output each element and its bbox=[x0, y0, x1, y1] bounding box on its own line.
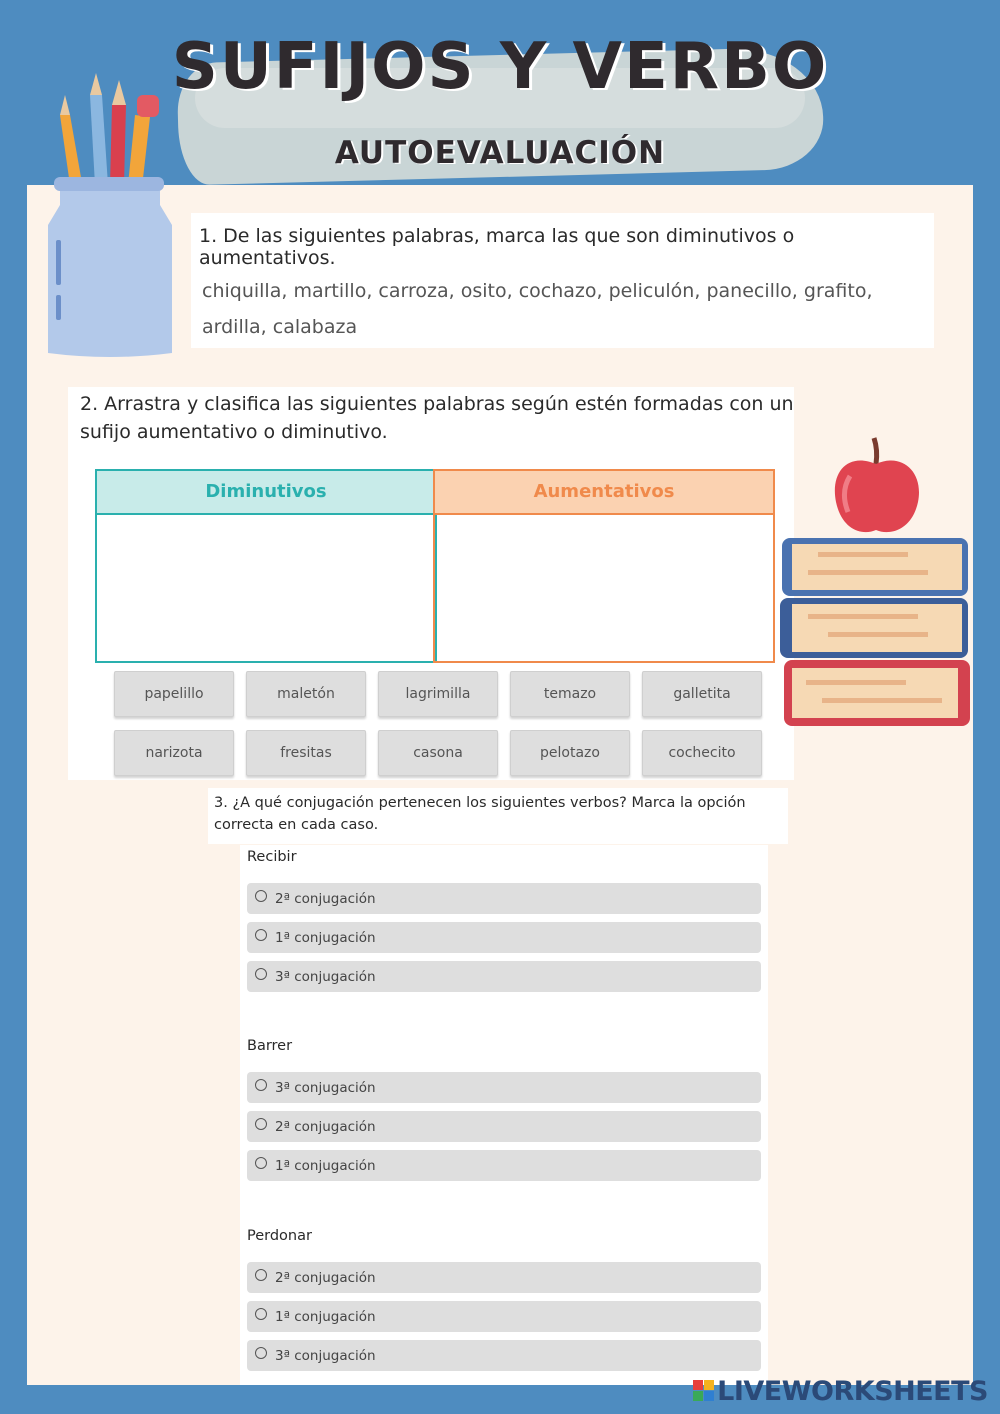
question-3-card bbox=[240, 845, 768, 1385]
option-label: 2ª conjugación bbox=[275, 1270, 376, 1286]
liveworksheets-logo[interactable] bbox=[693, 1376, 988, 1407]
word-option[interactable]: panecillo bbox=[706, 280, 792, 302]
diminutivos-dropzone[interactable] bbox=[95, 469, 437, 663]
question-3-text: 3. ¿A qué conjugación pertenecen los siguientes verbos? Marca la opción correcta en cada caso. bbox=[214, 795, 746, 833]
radio-circle-icon[interactable] bbox=[255, 1118, 267, 1130]
radio-circle-icon[interactable] bbox=[255, 968, 267, 980]
option-label: 1ª conjugación bbox=[275, 1309, 376, 1325]
radio-option[interactable] bbox=[247, 883, 761, 914]
page-subtitle: AUTOEVALUACIÓN bbox=[334, 135, 666, 171]
word-option[interactable]: cochazo bbox=[518, 280, 597, 302]
logo-text: LIVEWORKSHEETS bbox=[717, 1376, 988, 1407]
radio-option[interactable] bbox=[247, 1111, 761, 1142]
option-label: 3ª conjugación bbox=[275, 1080, 376, 1096]
pencil-jar-icon bbox=[40, 65, 180, 360]
classification-table bbox=[95, 469, 773, 661]
drag-chip[interactable]: casona bbox=[378, 730, 498, 776]
aumentativos-header: Aumentativos bbox=[435, 471, 773, 515]
word-option[interactable]: grafito bbox=[803, 280, 867, 302]
page-title: SUFIJOS Y VERBO bbox=[171, 30, 829, 104]
radio-circle-icon[interactable] bbox=[255, 1347, 267, 1359]
word-option[interactable]: ardilla bbox=[202, 316, 261, 338]
option-label: 3ª conjugación bbox=[275, 1348, 376, 1364]
option-label: 1ª conjugación bbox=[275, 930, 376, 946]
radio-option[interactable] bbox=[247, 1072, 761, 1103]
word-option[interactable]: osito bbox=[460, 280, 507, 302]
radio-option[interactable] bbox=[247, 1340, 761, 1371]
drag-chip[interactable]: pelotazo bbox=[510, 730, 630, 776]
drag-chip[interactable]: cochecito bbox=[642, 730, 762, 776]
radio-circle-icon[interactable] bbox=[255, 1269, 267, 1281]
radio-option[interactable] bbox=[247, 1150, 761, 1181]
liveworksheets-logo-icon bbox=[693, 1380, 715, 1402]
drag-chip[interactable]: papelillo bbox=[114, 671, 234, 717]
question-3-header-card bbox=[208, 788, 788, 844]
verb-label: Barrer bbox=[247, 1038, 293, 1054]
drag-chip[interactable]: maletón bbox=[246, 671, 366, 717]
pencils bbox=[60, 73, 159, 187]
radio-option[interactable] bbox=[247, 961, 761, 992]
drag-chip[interactable]: fresitas bbox=[246, 730, 366, 776]
diminutivos-header: Diminutivos bbox=[97, 471, 435, 515]
radio-circle-icon[interactable] bbox=[255, 1079, 267, 1091]
radio-option[interactable] bbox=[247, 1301, 761, 1332]
drag-chip[interactable]: temazo bbox=[510, 671, 630, 717]
option-label: 2ª conjugación bbox=[275, 1119, 376, 1135]
aumentativos-dropzone[interactable] bbox=[433, 469, 775, 663]
drag-chip[interactable]: galletita bbox=[642, 671, 762, 717]
word-list: chiquilla, martillo, carroza, osito, cochazo, peliculón, panecillo, grafito, ardilla, calabaza bbox=[202, 280, 873, 338]
radio-circle-icon[interactable] bbox=[255, 1157, 267, 1169]
word-option[interactable]: martillo bbox=[293, 280, 367, 302]
option-label: 1ª conjugación bbox=[275, 1158, 376, 1174]
word-option[interactable]: carroza bbox=[378, 280, 449, 302]
word-option[interactable]: peliculón bbox=[608, 280, 695, 302]
drag-chip[interactable]: narizota bbox=[114, 730, 234, 776]
option-label: 3ª conjugación bbox=[275, 969, 376, 985]
radio-option[interactable] bbox=[247, 922, 761, 953]
question-2-text: 2. Arrastra y clasifica las siguientes palabras según estén formadas con un sufijo aumentativo o diminutivo. bbox=[80, 393, 794, 443]
question-2-card bbox=[68, 387, 794, 780]
radio-circle-icon[interactable] bbox=[255, 929, 267, 941]
drag-chip[interactable]: lagrimilla bbox=[378, 671, 498, 717]
radio-circle-icon[interactable] bbox=[255, 890, 267, 902]
radio-circle-icon[interactable] bbox=[255, 1308, 267, 1320]
word-option[interactable]: chiquilla bbox=[202, 280, 282, 302]
verb-label: Perdonar bbox=[247, 1228, 312, 1244]
radio-option[interactable] bbox=[247, 1262, 761, 1293]
verb-label: Recibir bbox=[247, 849, 297, 865]
apple-books-icon bbox=[778, 432, 976, 732]
question-1-text: 1. De las siguientes palabras, marca las que son diminutivos o aumentativos. bbox=[199, 225, 795, 269]
word-option[interactable]: calabaza bbox=[272, 316, 358, 338]
option-label: 2ª conjugación bbox=[275, 891, 376, 907]
question-1-card bbox=[191, 213, 934, 348]
